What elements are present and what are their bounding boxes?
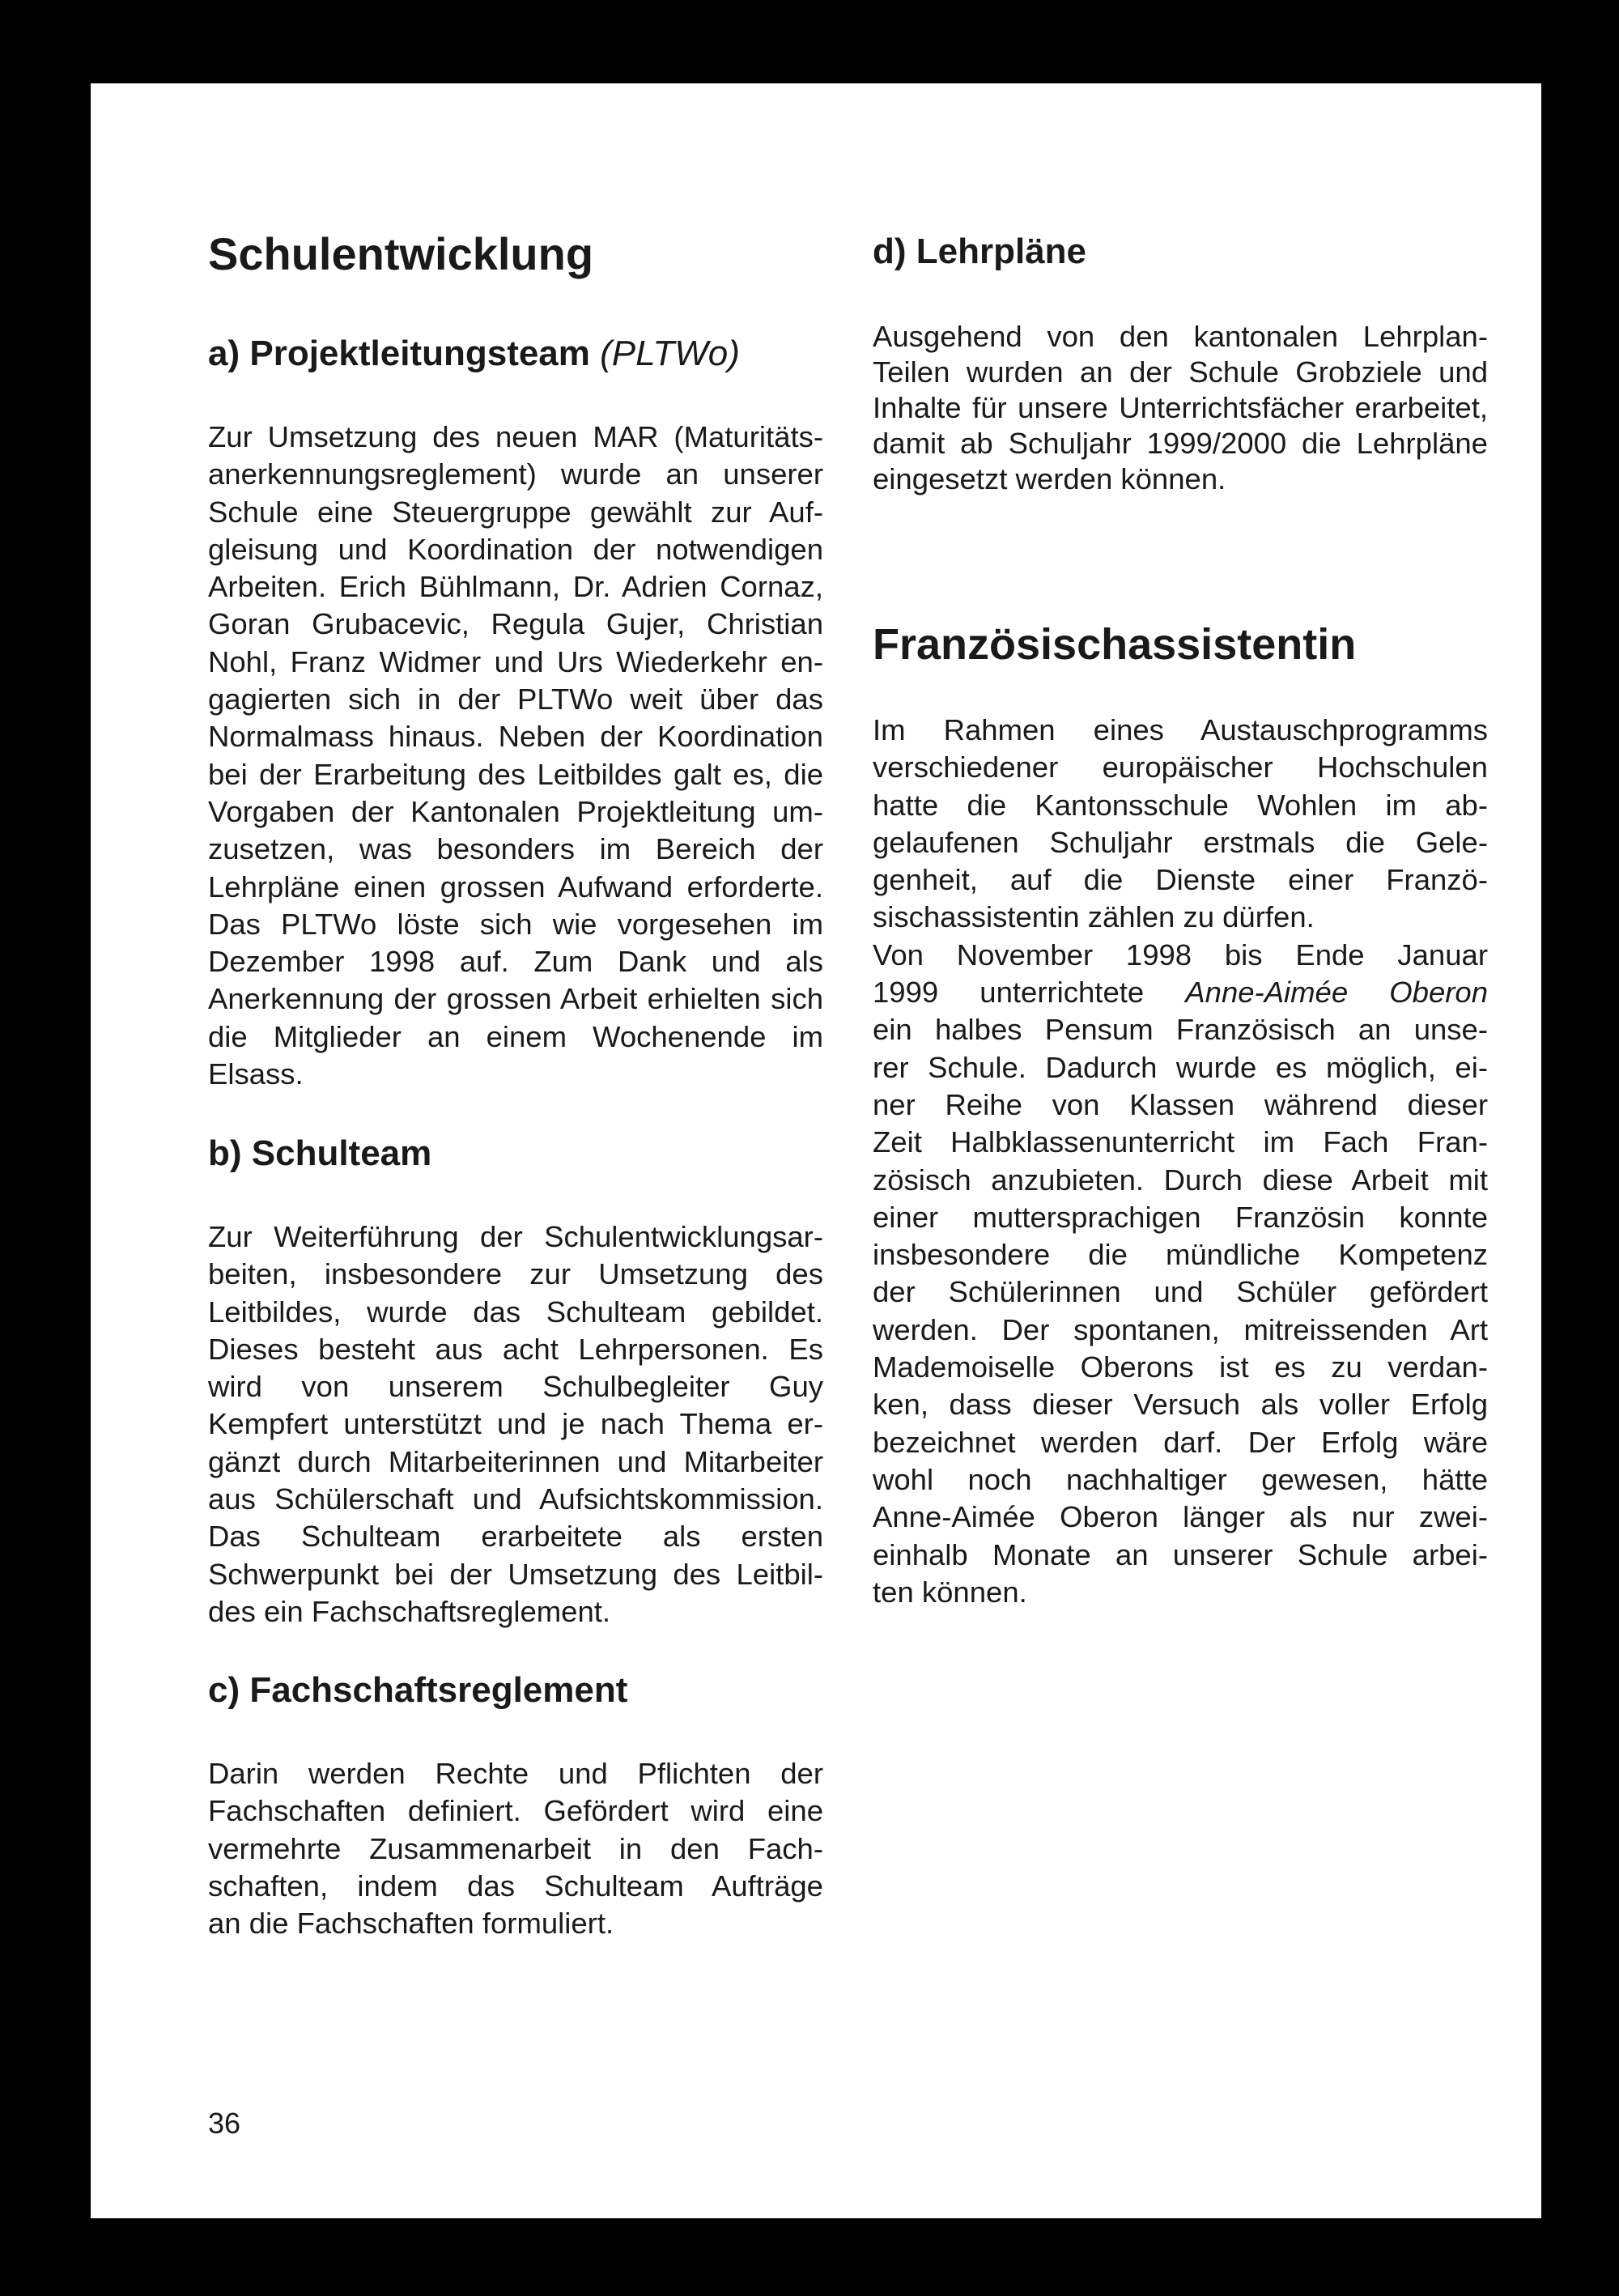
text-line: an die Fachschaften formuliert. <box>208 1907 614 1941</box>
heading-schulteam: b) Schulteam <box>208 1133 432 1173</box>
text-line: Das Schulteam erarbeitete als ersten <box>208 1520 823 1554</box>
text-line: genheit, auf die Dienste einer Franzö- <box>873 863 1488 897</box>
text-line: Normalmass hinaus. Neben der Koordination <box>208 720 823 754</box>
text-line: hatte die Kantonsschule Wohlen im ab- <box>873 788 1488 822</box>
text-line: rer Schule. Dadurch wurde es möglich, ei- <box>873 1050 1488 1084</box>
text-line: des ein Fachschaftsreglement. <box>208 1594 611 1628</box>
text-line: Anerkennung der grossen Arbeit erhielten sich <box>208 982 823 1016</box>
text-line: gleisung und Koordination der notwendigen <box>208 532 823 566</box>
text-line: Inhalte für unsere Unterrichtsfächer erarbeitet, <box>873 391 1488 424</box>
text-line: vermehrte Zusammenarbeit in den Fach- <box>208 1831 823 1865</box>
text-line: ken, dass dieser Versuch als voller Erfolg <box>873 1388 1488 1422</box>
text-line: Anne-Aimée Oberon länger als nur zwei- <box>873 1500 1488 1534</box>
text-line: Im Rahmen eines Austauschprogramms <box>873 713 1488 746</box>
text-line: Dezember 1998 auf. Zum Dank und als <box>208 945 823 979</box>
text-line: die Mitglieder an einem Wochenende im <box>208 1019 823 1053</box>
text-line: Dieses besteht aus acht Lehrpersonen. Es <box>208 1332 823 1366</box>
text-line: verschiedener europäischer Hochschulen <box>873 750 1488 784</box>
text-line: Darin werden Rechte und Pflichten der <box>208 1757 823 1790</box>
text-line: Zur Umsetzung des neuen MAR (Maturitäts- <box>208 420 823 453</box>
text-line: schaften, indem das Schulteam Aufträge <box>208 1869 823 1903</box>
text-line <box>873 974 1488 1011</box>
text-line: Zeit Halbklassenunterricht im Fach Fran- <box>873 1125 1488 1159</box>
text-line: zösisch anzubieten. Durch diese Arbeit mit <box>873 1163 1488 1197</box>
text-line: Schule eine Steuergruppe gewählt zur Auf- <box>208 495 823 529</box>
text-line: Ausgehend von den kantonalen Lehrplan- <box>873 320 1488 353</box>
text-line: werden. Der spontanen, mitreissenden Art <box>873 1312 1488 1346</box>
paragraph-franzoesischassistentin <box>873 712 1488 1611</box>
heading-fachschaftsreglement: c) Fachschaftsreglement <box>208 1670 628 1710</box>
text-line: bezeichnet werden darf. Der Erfolg wäre <box>873 1425 1488 1459</box>
text-line: zusetzen, was besonders im Bereich der <box>208 832 823 866</box>
text-line: Schwerpunkt bei der Umsetzung des Leitbil- <box>208 1557 823 1591</box>
paragraph-projektleitungsteam <box>208 419 823 1093</box>
text-line: beiten, insbesondere zur Umsetzung des <box>208 1257 823 1291</box>
text-line: insbesondere die mündliche Kompetenz <box>873 1238 1488 1272</box>
text-line: gagierten sich in der PLTWo weit über das <box>208 682 823 716</box>
text-line: gänzt durch Mitarbeiterinnen und Mitarbeiter <box>208 1444 823 1478</box>
text-line: Lehrpläne einen grossen Aufwand erforderte. <box>208 870 823 904</box>
text-line: Goran Grubacevic, Regula Gujer, Christian <box>208 607 823 641</box>
paragraph-fachschaftsreglement <box>208 1755 823 1942</box>
text-line: Zur Weiterführung der Schulentwicklungsar- <box>208 1220 823 1253</box>
text-line: Mademoiselle Oberons ist es zu verdan- <box>873 1350 1488 1384</box>
text-line: wird von unserem Schulbegleiter Guy <box>208 1370 823 1404</box>
heading-lehrplaene: d) Lehrpläne <box>873 232 1087 271</box>
text-line: Teilen wurden an der Schule Grobziele und <box>873 355 1488 389</box>
text-line: Das PLTWo löste sich wie vorgesehen im <box>208 907 823 941</box>
text-line: wohl noch nachhaltiger gewesen, hätte <box>873 1462 1488 1496</box>
text-line: ten können. <box>873 1575 1027 1609</box>
text-line: einer muttersprachigen Französin konnte <box>873 1200 1488 1234</box>
text-line: einhalb Monate an unserer Schule arbei- <box>873 1537 1488 1571</box>
text-line: Kempfert unterstützt und je nach Thema er- <box>208 1407 823 1441</box>
text-line: ein halbes Pensum Französisch an unse- <box>873 1013 1488 1047</box>
text-line: ner Reihe von Klassen während dieser <box>873 1087 1488 1121</box>
italic-name: Anne-Aimée Oberon <box>1185 976 1488 1010</box>
text-line: eingesetzt werden können. <box>873 462 1226 495</box>
text-line: der Schülerinnen und Schüler gefördert <box>873 1275 1488 1309</box>
heading-text: a) Projektleitungsteam <box>208 334 590 373</box>
section-title-franzoesischassistentin: Französischassistentin <box>873 620 1357 669</box>
text-line: sischassistentin zählen zu dürfen. <box>873 900 1315 934</box>
text-line: Leitbildes, wurde das Schulteam gebildet. <box>208 1295 823 1329</box>
paragraph-lehrplaene <box>873 319 1488 497</box>
text-line: anerkennungsreglement) wurde an unserer <box>208 457 823 491</box>
heading-projektleitungsteam <box>208 332 740 376</box>
text-line: aus Schülerschaft und Aufsichtskommission. <box>208 1482 823 1516</box>
text-line: gelaufenen Schuljahr erstmals die Gele- <box>873 825 1488 859</box>
text-line: Fachschaften definiert. Gefördert wird eine <box>208 1794 823 1828</box>
text-line: Vorgaben der Kantonalen Projektleitung um- <box>208 794 823 828</box>
text-line: Von November 1998 bis Ende Januar <box>873 938 1488 972</box>
text-line: Nohl, Franz Widmer und Urs Wiederkehr en- <box>208 644 823 678</box>
text-span: 1999 unterrichtete <box>873 976 1186 1010</box>
page-number: 36 <box>208 2107 241 2140</box>
text-line: Elsass. <box>208 1057 304 1091</box>
section-title-schulentwicklung: Schulentwicklung <box>208 228 594 279</box>
text-line: bei der Erarbeitung des Leitbildes galt es, die <box>208 757 823 791</box>
text-line: damit ab Schuljahr 1999/2000 die Lehrpläne <box>873 427 1488 460</box>
paragraph-schulteam <box>208 1218 823 1631</box>
text-line: Arbeiten. Erich Bühlmann, Dr. Adrien Cornaz, <box>208 570 823 604</box>
heading-abbreviation: (PLTWo) <box>600 334 740 373</box>
